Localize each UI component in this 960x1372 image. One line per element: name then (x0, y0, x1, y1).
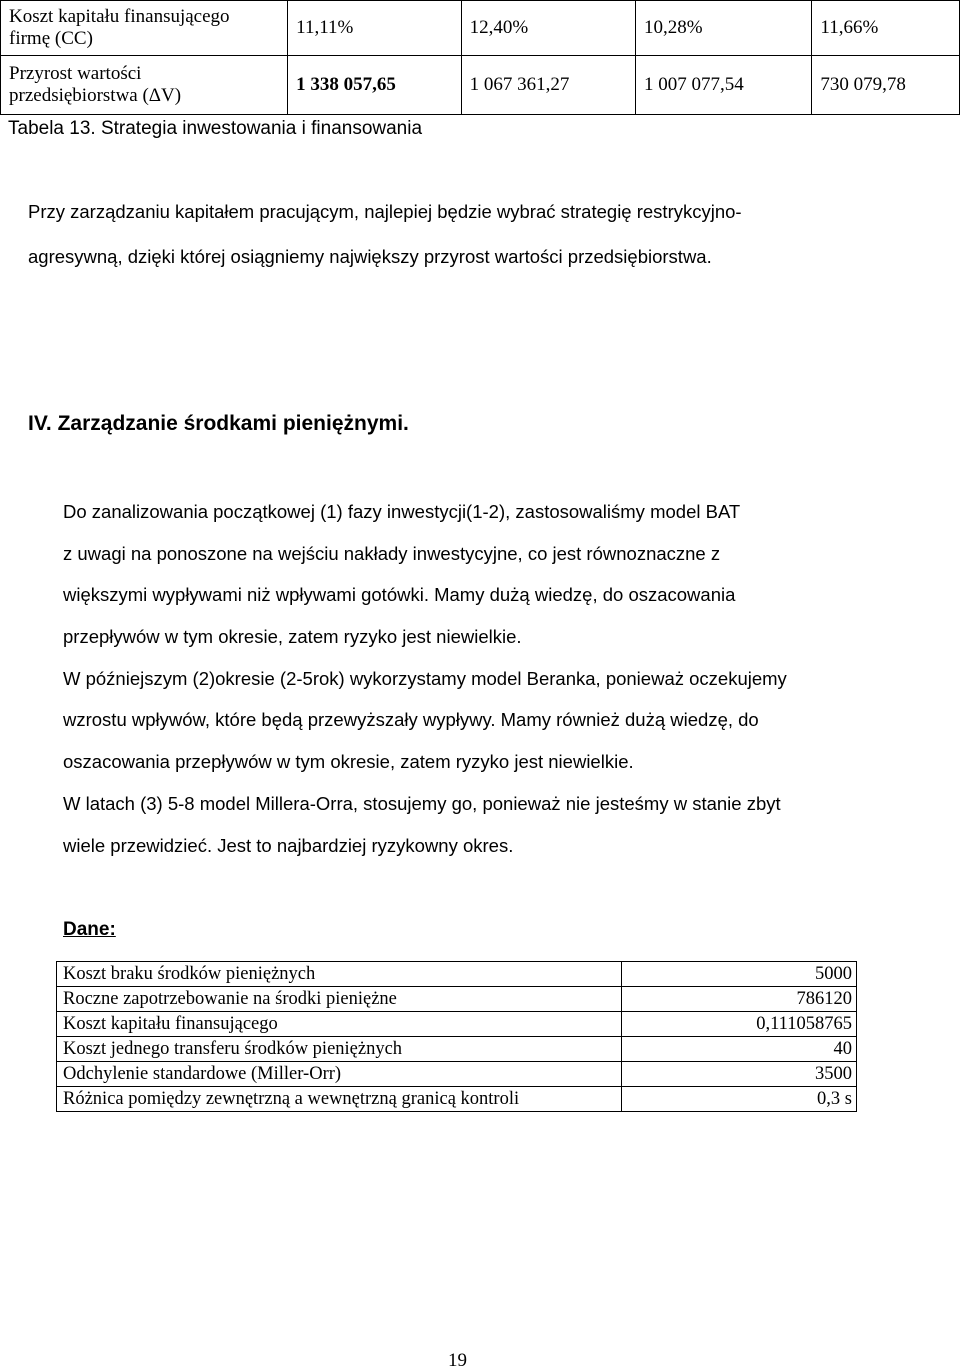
table-row-dv (1, 56, 960, 115)
paragraph-line: przepływów w tym okresie, zatem ryzyko jest niewielkie. (63, 626, 522, 648)
table-cell: 1 007 077,54 (636, 56, 812, 115)
paragraph-line: agresywną, dzięki której osiągniemy największy przyrost wartości przedsiębiorstwa. (28, 246, 712, 267)
paragraph-line: Przy zarządzaniu kapitałem pracującym, najlepiej będzie wybrać strategię restrykcyjno- (28, 201, 742, 222)
table-cell: 12,40% (461, 1, 635, 56)
data-value: 3500 (622, 1062, 857, 1087)
table-cell: 10,28% (636, 1, 812, 56)
row-label-line: Przyrost wartości (9, 63, 142, 84)
paragraph-line: wiele przewidzieć. Jest to najbardziej ryzykowny okres. (63, 834, 514, 856)
row-label-cc (1, 1, 288, 56)
row-label-dv (1, 56, 288, 115)
table-row (57, 1037, 857, 1062)
data-value: 5000 (622, 962, 857, 987)
paragraph-line: W latach (3) 5-8 model Millera-Orra, stosujemy go, ponieważ nie jesteśmy w stanie zbyt (63, 792, 781, 814)
page-number: 19 (448, 1350, 467, 1371)
paragraph-line: oszacowania przepływów w tym okresie, zatem ryzyko jest niewielkie. (63, 751, 634, 773)
table-row (57, 1062, 857, 1087)
table-row (57, 1012, 857, 1037)
table-row (57, 987, 857, 1012)
paragraph-line: z uwagi na ponoszone na wejściu nakłady inwestycyjne, co jest równoznaczne z (63, 542, 721, 564)
data-key: Koszt braku środków pieniężnych (57, 962, 622, 987)
row-label-line: Koszt kapitału finansującego (9, 6, 230, 27)
paragraph-line: W późniejszym (2)okresie (2-5rok) wykorzystamy model Beranka, ponieważ oczekujemy (63, 667, 787, 689)
table-row (57, 1087, 857, 1112)
intro-paragraph (28, 200, 918, 290)
table-cell: 11,66% (812, 1, 960, 56)
data-key: Odchylenie standardowe (Miller-Orr) (57, 1062, 622, 1087)
paragraph-line: wzrostu wpływów, które będą przewyższały wypływy. Mamy również dużą wiedzę, do (63, 709, 759, 731)
table-cell: 1 067 361,27 (461, 56, 635, 115)
data-key: Koszt jednego transferu środków pieniężnych (57, 1037, 622, 1062)
table-cell: 1 338 057,65 (288, 56, 461, 115)
table-row-cc (1, 1, 960, 56)
data-key: Różnica pomiędzy zewnętrzną a wewnętrzną granicą kontroli (57, 1087, 622, 1112)
data-value: 0,3 s (622, 1087, 857, 1112)
data-label: Dane: (63, 919, 116, 940)
data-value: 0,111058765 (622, 1012, 857, 1037)
table-cell: 11,11% (288, 1, 461, 56)
paragraph-line: Do zanalizowania początkowej (1) fazy inwestycji(1-2), zastosowaliśmy model BAT (63, 501, 741, 522)
table-row (57, 962, 857, 987)
data-key: Koszt kapitału finansującego (57, 1012, 622, 1037)
section-heading: IV. Zarządzanie środkami pieniężnymi. (28, 412, 409, 435)
table-caption: Tabela 13. Strategia inwestowania i finansowania (8, 118, 423, 139)
input-data-table (56, 961, 857, 1112)
table-cell: 730 079,78 (812, 56, 960, 115)
data-value: 40 (622, 1037, 857, 1062)
data-value: 786120 (622, 987, 857, 1012)
row-label-line: przedsiębiorstwa (ΔV) (9, 85, 182, 106)
row-label-line: firmę (CC) (9, 28, 93, 49)
results-table (0, 0, 960, 115)
paragraph-line: większymi wypływami niż wpływami gotówki. Mamy dużą wiedzę, do oszacowania (63, 584, 736, 606)
data-key: Roczne zapotrzebowanie na środki pieniężne (57, 987, 622, 1012)
body-paragraph (63, 498, 943, 873)
